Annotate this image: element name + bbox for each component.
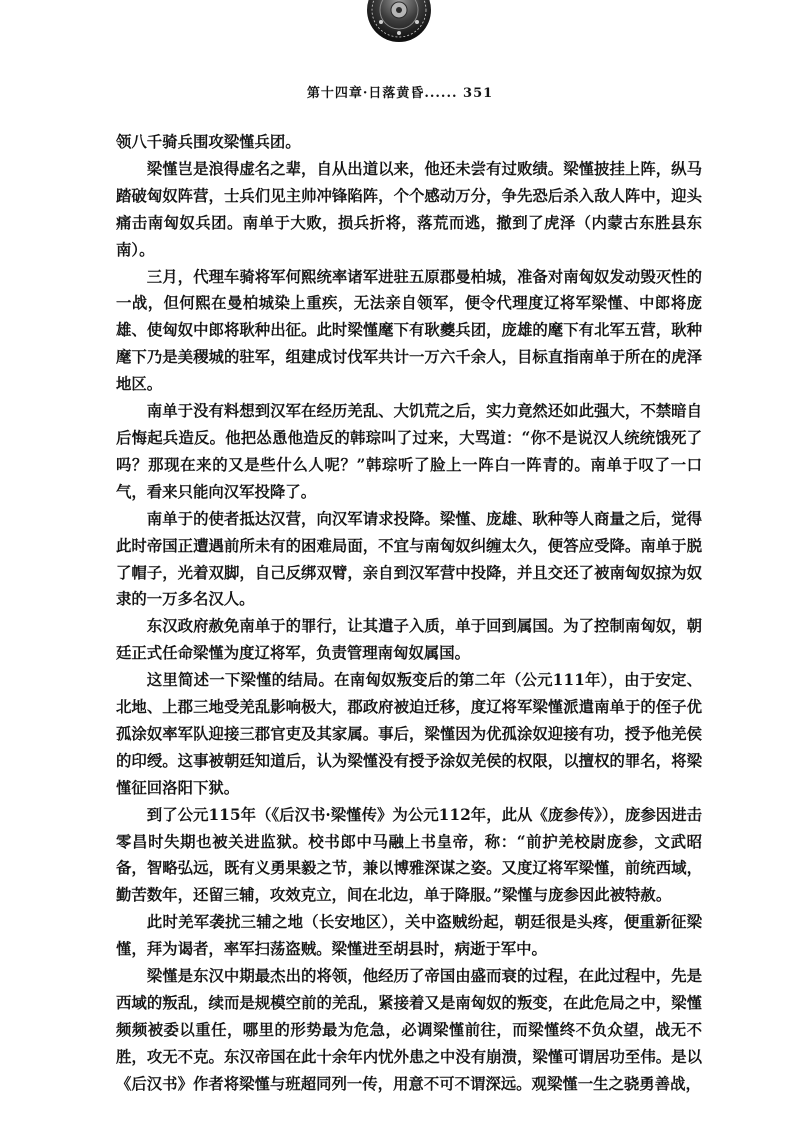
running-header: 第十四章·日落黄昏...... 351 [306, 86, 494, 101]
paragraph: 南单于没有料想到汉军在经历羌乱、大饥荒之后，实力竟然还如此强大，不禁暗自后悔起兵造反。他把怂恿他造反的韩琮叫了过来，大骂道：“你不是说汉人统统饿死了吗？那现在来的又是些什么人呢？”韩琮听了脸上一阵白一阵青的。南单于叹了一口气，看来只能向汉军投降了。 [116, 402, 702, 501]
paragraph: 东汉政府赦免南单于的罪行，让其遣子入质，单于回到属国。为了控制南匈奴，朝廷正式任命梁慬为度辽将军，负责管理南匈奴属国。 [116, 617, 702, 663]
paragraph: 梁慬岂是浪得虚名之辈，自从出道以来，他还未尝有过败绩。梁慬披挂上阵，纵马踏破匈奴阵营，士兵们见主帅冲锋陷阵，个个感动万分，争先恐后杀入敌人阵中，迎头痛击南匈奴兵团。南单于大败，损兵折将，落荒而逃，撤到了虎泽（内蒙古东胜县东南）。 [116, 159, 702, 259]
paragraph: 三月，代理车骑将军何熙统率诸军进驻五原郡曼柏城，准备对南匈奴发动毁灭性的一战，但何熙在曼柏城染上重疾，无法亲自领军，便令代理度辽将军梁慬、中郎将庞雄、使匈奴中郎将耿种出征。此时梁慬麾下有耿夔兵团，庞雄的麾下有北军五营，耿种麾下乃是美稷城的驻军，组建成讨伐军共计一万六千余人，目标直指南单于所在的虎泽地区。 [116, 267, 702, 394]
paragraph-continuation: 领八千骑兵围攻梁慬兵团。 [116, 133, 301, 151]
paragraph: 这里简述一下梁慬的结局。在南匈奴叛变后的第二年（公元111年），由于安定、北地、上郡三地受羌乱影响极大，郡政府被迫迁移，度辽将军梁慬派遣南单于的侄子优孤涂奴率军队迎接三郡官吏及其家属。事后，梁慬因为优孤涂奴迎接有功，授予他羌侯的印绶。这事被朝廷知道后，认为梁慬没有授予涂奴羌侯的权限，以擅权的罪名，将梁慬征回洛阳下狱。 [116, 671, 702, 797]
paragraph: 此时羌军袭扰三辅之地（长安地区），关中盗贼纷起，朝廷很是头疼，便重新征梁慬，拜为谒者，率军扫荡盗贼。梁慬进至胡县时，病逝于军中。 [116, 913, 702, 959]
paragraph: 梁慬是东汉中期最杰出的将领，他经历了帝国由盛而衰的过程，在此过程中，先是西域的叛乱，续而是规模空前的羌乱，紧接着又是南匈奴的叛变，在此危局之中，梁慬频频被委以重任，哪里的形势最为危急，必调梁慬前往，而梁慬终不负众望，战无不胜，攻无不克。东汉帝国在此十余年内忧外患之中没有崩溃，梁慬可谓居功至伟。是以《后汉书》作者将梁慬与班超同列一传，用意不可不谓深远。观梁慬一生之骁勇善战， [116, 967, 702, 1093]
bronze-mirror-ornament [367, 0, 431, 44]
paragraph: 南单于的使者抵达汉营，向汉军请求投降。梁慬、庞雄、耿种等人商量之后，觉得此时帝国正遭遇前所未有的困难局面，不宜与南匈奴纠缠太久，便答应受降。南单于脱了帽子，光着双脚，自己反绑双臂，亲自到汉军营中投降，并且交还了被南匈奴掠为奴隶的一万多名汉人。 [116, 509, 702, 609]
body-text [116, 129, 702, 1098]
paragraph: 到了公元115年（《后汉书·梁慬传》为公元112年，此从《庞参传》），庞参因进击零昌时失期也被关进监狱。校书郎中马融上书皇帝，称：“前护羌校尉庞参，文武昭备，智略弘远，既有义勇果毅之节，兼以博雅深谋之姿。又度辽将军梁慬，前统西域，勤苦数年，还留三辅，攻效克立，间在北边，单于降服。”梁慬与庞参因此被特赦。 [116, 805, 702, 905]
